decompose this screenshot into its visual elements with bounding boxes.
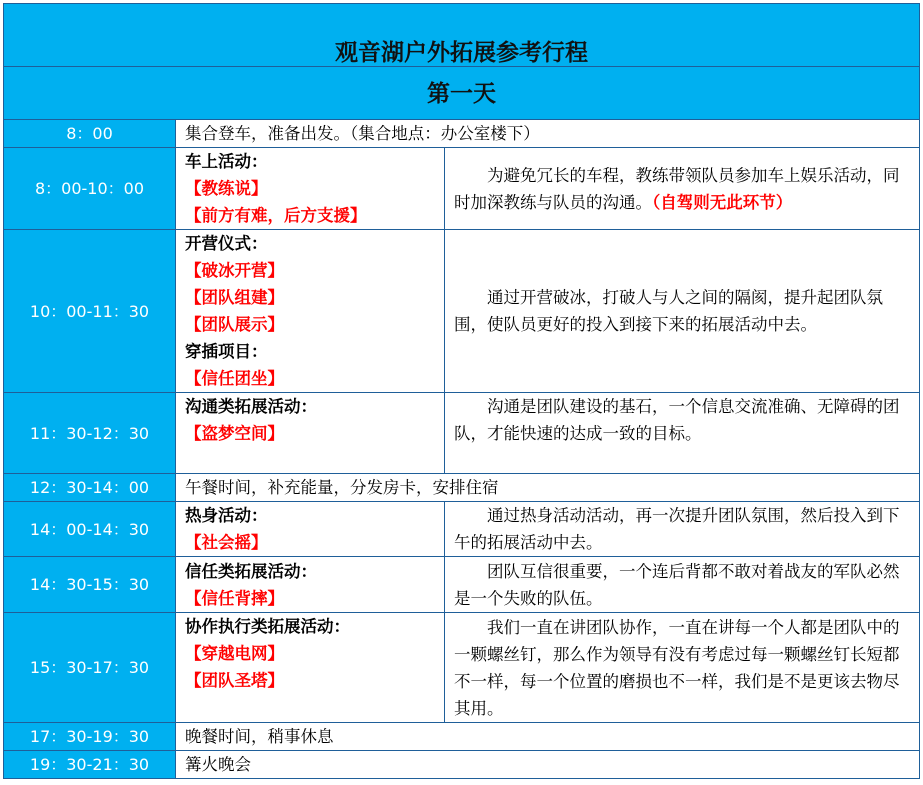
schedule-row (4, 230, 920, 393)
activity-category: 开营仪式： (185, 234, 268, 253)
day-heading: 第一天 (4, 67, 920, 120)
plan-cell: 篝火晚会 (176, 751, 920, 779)
time-cell: 10：00-11：30 (4, 230, 176, 393)
schedule-row (4, 393, 920, 474)
activity-cell (176, 502, 445, 557)
schedule-row (4, 613, 920, 723)
time-cell: 8：00 (4, 120, 176, 148)
activity-item: 【团队展示】 (185, 315, 284, 334)
schedule-row (4, 474, 920, 502)
time-cell: 15：30-17：30 (4, 613, 176, 723)
plan-cell: 午餐时间，补充能量，分发房卡，安排住宿 (176, 474, 920, 502)
description-cell: 沟通是团队建设的基石，一个信息交流准确、无障碍的团队，才能快速的达成一致的目标。 (445, 393, 920, 474)
plan-cell: 集合登车，准备出发。（集合地点：办公室楼下） (176, 120, 920, 148)
activity-item: 【团队圣塔】 (185, 671, 284, 690)
activity-cell (176, 557, 445, 613)
description-note: （自驾则无此环节） (652, 192, 793, 212)
description-text: 为避免冗长的车程，教练带领队员参加车上娱乐活动，同时加深教练与队员的沟通。 (454, 165, 900, 212)
description-cell: 团队互信很重要，一个连后背都不敢对着战友的军队必然是一个失败的队伍。 (445, 557, 920, 613)
activity-item: 【盗梦空间】 (185, 424, 284, 443)
activity-item: 【信任团坐】 (185, 369, 284, 388)
activity-item: 【穿越电网】 (185, 644, 284, 663)
plan-cell: 晚餐时间，稍事休息 (176, 723, 920, 751)
activity-item: 【教练说】 (185, 179, 268, 198)
time-cell: 12：30-14：00 (4, 474, 176, 502)
activity-cell (176, 613, 445, 723)
schedule-row (4, 751, 920, 779)
time-cell: 19：30-21：30 (4, 751, 176, 779)
itinerary-table (3, 3, 920, 779)
activity-category: 穿插项目： (185, 342, 268, 361)
schedule-row (4, 120, 920, 148)
activity-item: 【信任背摔】 (185, 588, 284, 608)
activity-item: 【团队组建】 (185, 288, 284, 307)
activity-item: 【破冰开营】 (185, 261, 284, 280)
itinerary-sheet (3, 3, 919, 779)
description-cell: 通过热身活动活动，再一次提升团队氛围，然后投入到下午的拓展活动中去。 (445, 502, 920, 557)
description-cell: 通过开营破冰，打破人与人之间的隔阂，提升起团队氛围，使队员更好的投入到接下来的拓展活动中去。 (445, 230, 920, 393)
itinerary-title: 观音湖户外拓展参考行程 (4, 4, 920, 67)
schedule-row (4, 723, 920, 751)
time-cell: 14：00-14：30 (4, 502, 176, 557)
time-cell: 17：30-19：30 (4, 723, 176, 751)
description-cell: 我们一直在讲团队协作，一直在讲每一个人都是团队中的一颗螺丝钉，那么作为领导有没有考虑过每一颗螺丝钉长短都不一样，每一个位置的磨损也不一样，我们是不是更该去物尽其用。 (445, 613, 920, 723)
description-cell (445, 148, 920, 230)
time-cell: 14：30-15：30 (4, 557, 176, 613)
schedule-row (4, 502, 920, 557)
activity-cell (176, 230, 445, 393)
activity-cell (176, 393, 445, 474)
activity-category: 沟通类拓展活动： (185, 397, 317, 416)
activity-item: 【前方有难，后方支援】 (185, 206, 367, 225)
activity-category: 信任类拓展活动： (185, 561, 317, 581)
activity-category: 热身活动： (185, 506, 268, 525)
activity-item: 【社会摇】 (185, 533, 268, 552)
activity-category: 协作执行类拓展活动： (185, 617, 350, 636)
schedule-row (4, 557, 920, 613)
time-cell: 8：00-10：00 (4, 148, 176, 230)
time-cell: 11：30-12：30 (4, 393, 176, 474)
activity-cell (176, 148, 445, 230)
activity-category: 车上活动： (185, 152, 268, 171)
schedule-row (4, 148, 920, 230)
